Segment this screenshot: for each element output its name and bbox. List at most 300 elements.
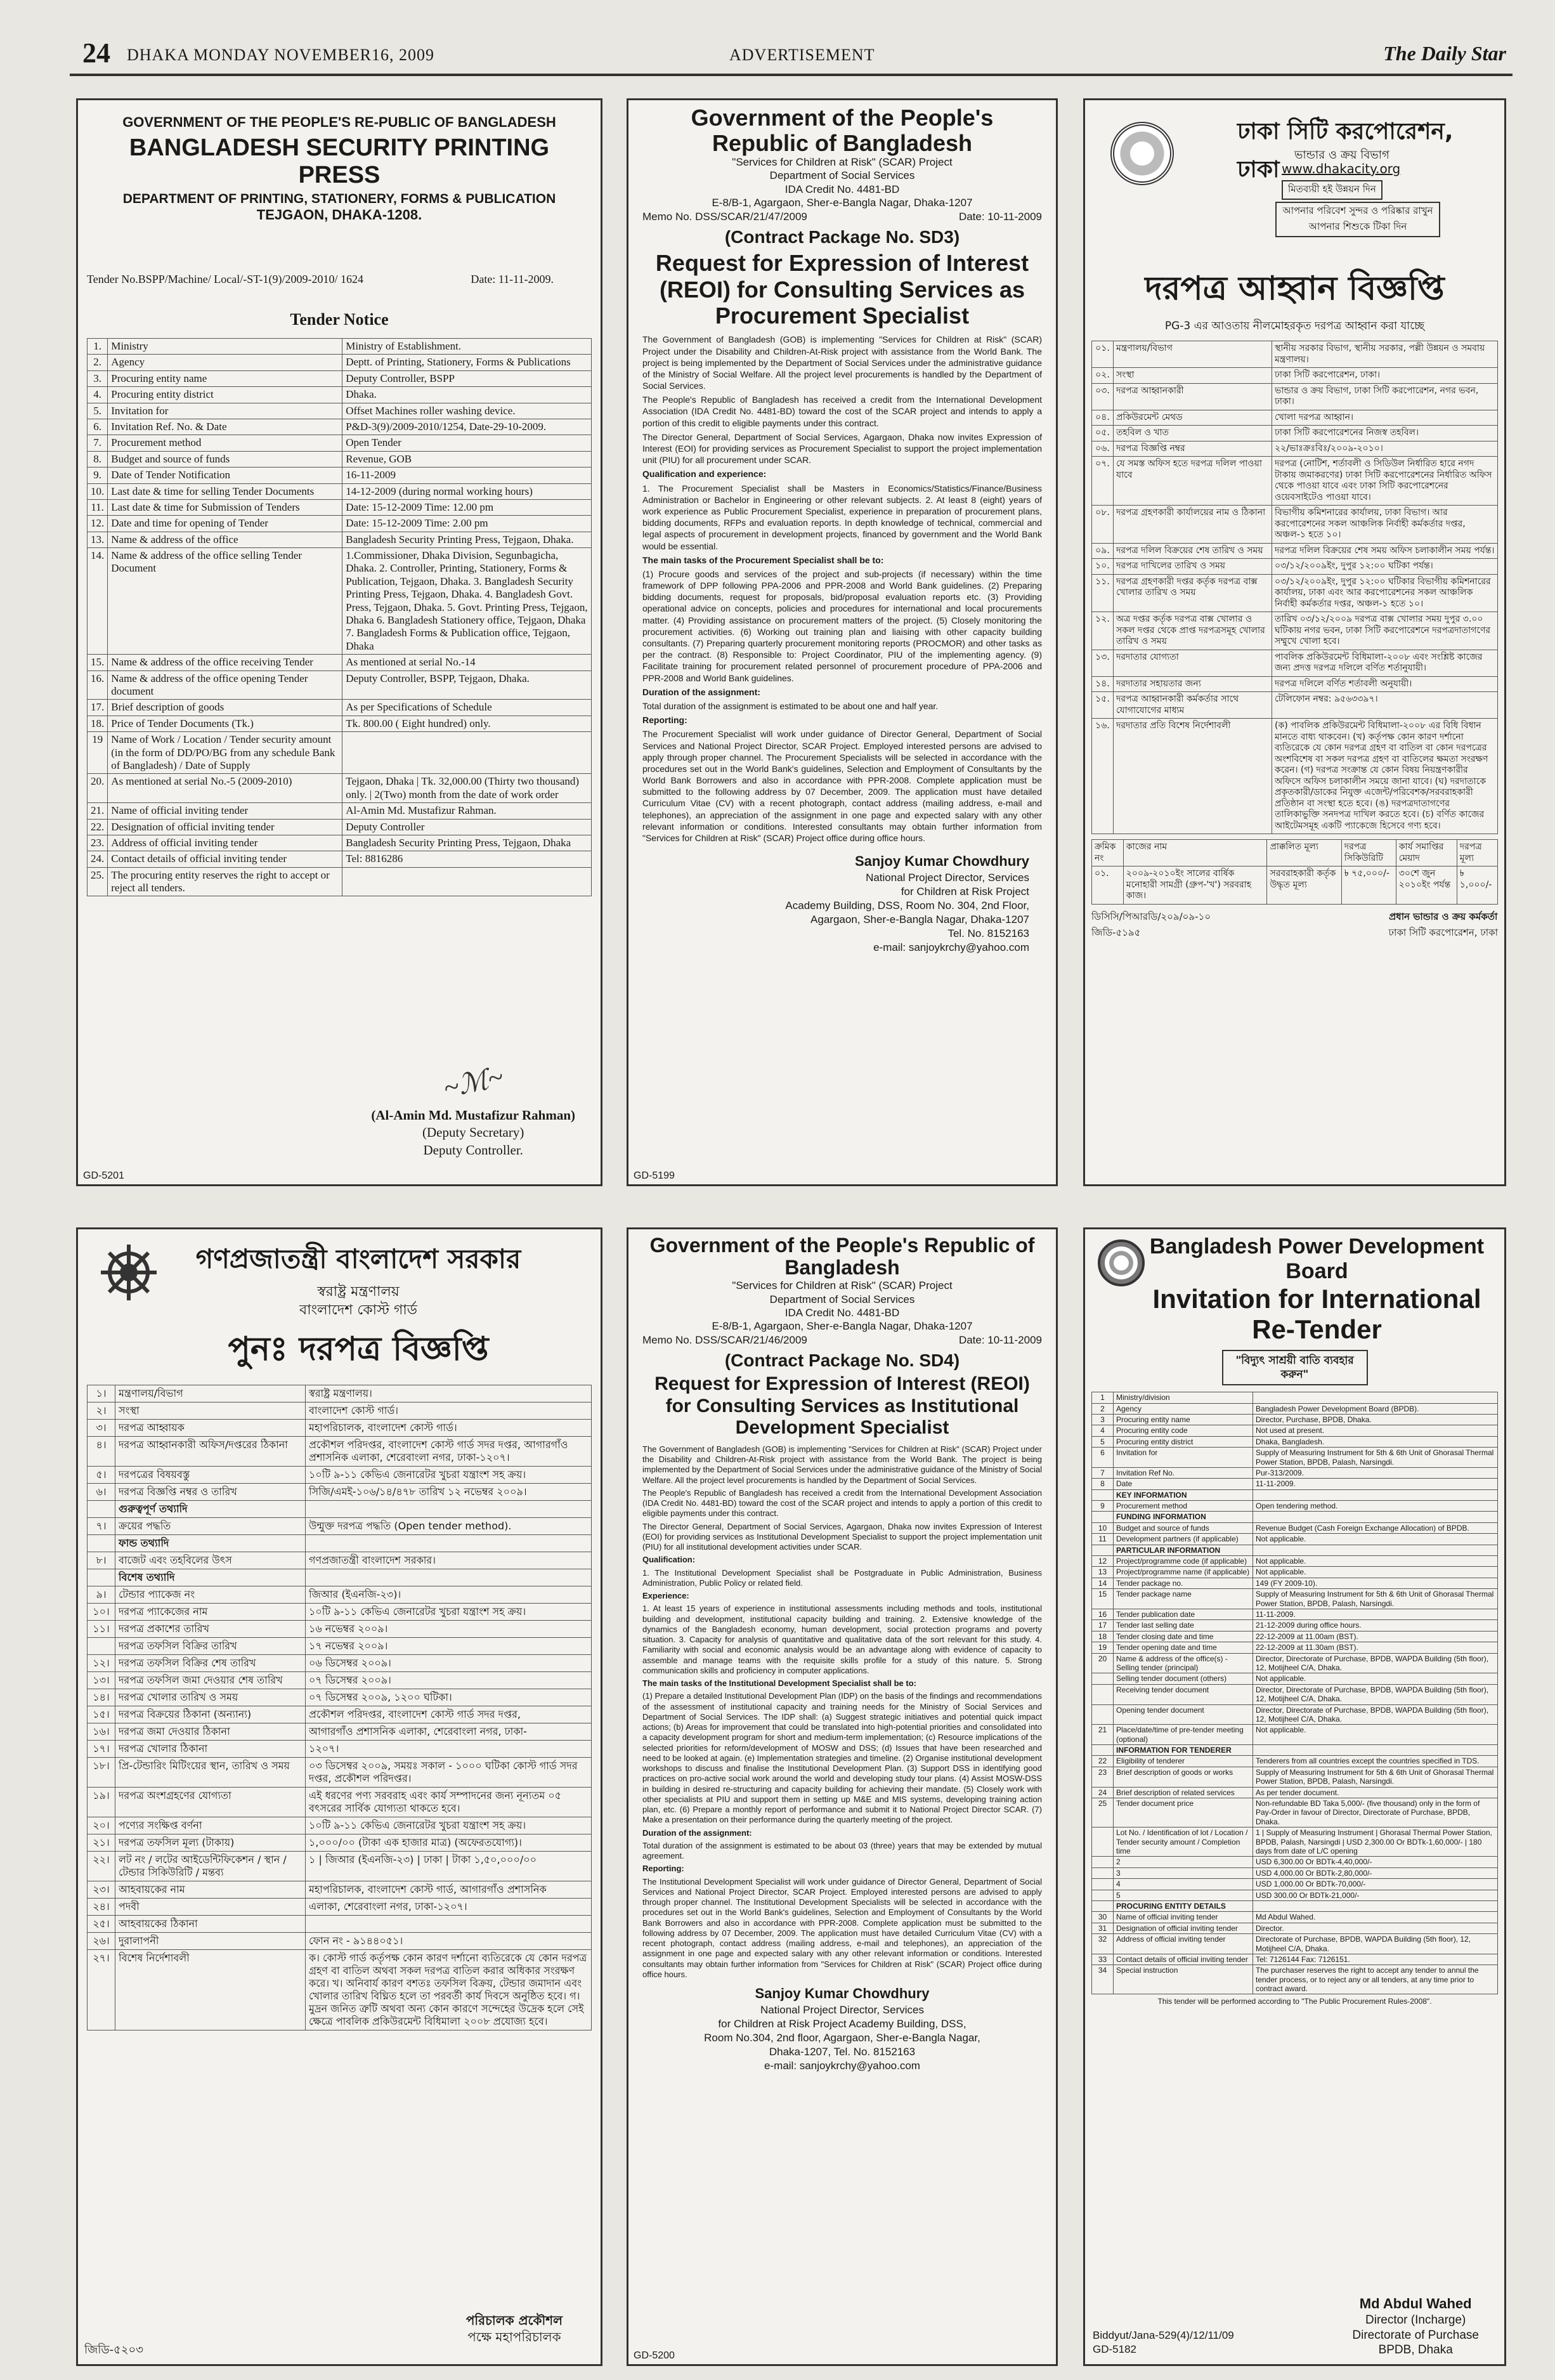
row-label: Brief description of goods <box>108 700 342 716</box>
paragraph: 1. The Procurement Specialist shall be Masters in Economics/Statistics/Finance/Business Administration or Bachelor in Engineering or other relevant subjects. 2. At least 8 (eight) years of work experience as Public Procurement Specialist, experience in preparation of procurement plans, bidding documents, RFPs and evaluation reports. In depth knowledge of technical, commercial and legal aspects of procurement in development projects, financed by government and the World Bank would be essential. <box>642 483 1042 551</box>
table-row <box>1092 1756 1498 1767</box>
row-value: ০৭ ডিসেম্বর ২০০৯। <box>306 1672 592 1689</box>
row-number <box>88 1569 115 1586</box>
tender-table <box>1091 341 1498 834</box>
table-row <box>88 1403 592 1420</box>
row-number: ০৭. <box>1092 457 1114 506</box>
table-row <box>1092 1467 1498 1478</box>
row-value: বাংলাদেশ কোস্ট গার্ড। <box>306 1403 592 1420</box>
row-number: 21 <box>1092 1725 1114 1745</box>
table-row <box>1092 1798 1498 1828</box>
row-value: Director. <box>1253 1923 1498 1933</box>
coast-guard-emblem-icon <box>97 1241 160 1304</box>
row-label: দরপত্র দাখিলের তারিখ ও সময় <box>1114 559 1272 575</box>
row-label: দরপত্র আহ্বানকারী <box>1114 383 1272 410</box>
row-value: ১ | জিআর (ইএনজি-২৩) | ঢাকা | টাকা ১,৫০,০০০/০০ <box>306 1852 592 1881</box>
row-number: 10. <box>88 483 108 499</box>
signature-block <box>371 1061 575 1159</box>
row-number: ০৪. <box>1092 410 1114 426</box>
row-value: Open Tender <box>342 435 592 451</box>
row-label: Selling tender document (others) <box>1114 1673 1253 1684</box>
table-row <box>88 1758 592 1788</box>
org-title: ঢাকা সিটি করপোরেশন, ঢাকা <box>1237 119 1454 183</box>
row-value: ০৬ ডিসেম্বর ২০০৯। <box>306 1655 592 1672</box>
row-number: ১১. <box>1092 574 1114 612</box>
table-row <box>88 1916 592 1933</box>
row-number: ২১। <box>88 1834 115 1852</box>
row-label: PROCURING ENTITY DETAILS <box>1114 1900 1253 1911</box>
paragraph: The Director General, Department of Social Services, Agargaon, Dhaka now invites Expression of Interest (EOI) for providing services as Institutional Development Specialist to support the project implementation unit (PIU) for all institutional development activities under SCAR. <box>642 1521 1042 1552</box>
row-number: 31 <box>1092 1923 1114 1933</box>
signatory-role: Deputy Controller. <box>423 1142 523 1158</box>
table-row <box>1092 1673 1498 1684</box>
row-number: 10 <box>1092 1522 1114 1533</box>
table-row <box>1092 1403 1498 1414</box>
table-row <box>1092 1684 1498 1704</box>
ad-code: জিডি-৫২০৩ <box>84 2343 143 2357</box>
schedule-cell: ৩০শে জুন ২০১০ইং পর্যন্ত <box>1396 866 1457 905</box>
table-row <box>1092 1954 1498 1965</box>
schedule-cell: ০১. <box>1092 866 1124 905</box>
row-label: 4 <box>1114 1879 1253 1890</box>
row-number: 4 <box>1092 1425 1114 1436</box>
row-number: 11 <box>1092 1534 1114 1545</box>
row-label: Invitation for <box>1114 1448 1253 1468</box>
row-value: 16-11-2009 <box>342 468 592 483</box>
paragraph: (1) Prepare a detailed Institutional Development Plan (IDP) on the basis of the findings and recommendations of the assessment of institutional capacity and training needs for the Ministry of Social Services and Department of Social Services. The IDP shall: (a) Suggest strategic initiatives and potential quick impact actions; (b) Areas for improvement that could be translated into high-potential priorities and consolidated into a capacity development program for short and medium-term implementation; (c) Resource implications of the selected priorities for reform/development of MOSW and DSS; (d) Issues that have been researched and need to be looked at again. (e) Implementation strategies and timeline. (2) Organise institutional development workshops to discuss and finalise the Institutional Development Plan. (3) Support DSS in identifying good practices on pro-active social work around the world and developing study tour plans. (4) Assist MOSW-DSS in building in desired re-structuring and capacity building for achieving their mandate. (5) Closely work with other specialists at PIU and support them in setting up M&E and MIS systems, developing training action plan, etc. (6) Prepare a monthly report of performance and submit it to National Project Director SCAR. (7) Make a presentation on their performance during the quarterly meeting of the project. <box>642 1691 1042 1825</box>
row-label: সংস্থা <box>1114 368 1272 384</box>
row-value: 11-11-2009. <box>1253 1609 1498 1620</box>
paragraph: The Director General, Department of Social Services, Agargaon, Dhaka now invites Expression of Interest (EOI) for providing services as Procurement Specialist to support the project implementation unit (PIU) for all procurement under SCAR. <box>642 431 1042 466</box>
row-value: Tel: 7126144 Fax: 7126151. <box>1253 1954 1498 1965</box>
email-line: e-mail: sanjoykrchy@yahoo.com <box>873 941 1029 954</box>
row-value: Revenue Budget (Cash Foreign Exchange Allocation) of BPDB. <box>1253 1522 1498 1533</box>
table-row <box>1092 1425 1498 1436</box>
row-value: স্থানীয় সরকার বিভাগ, স্থানীয় সরকার, পল্লী উন্নয়ন ও সমবায় মন্ত্রণালয়। <box>1272 341 1498 368</box>
row-value: Dhaka. <box>342 387 592 403</box>
section-heading: Reporting: <box>642 1864 684 1874</box>
row-number <box>88 1535 115 1552</box>
address-line: TEJGAON, DHAKA-1208. <box>256 207 422 223</box>
table-row <box>1092 1828 1498 1857</box>
row-label: The procuring entity reserves the right to accept or reject all tenders. <box>108 867 342 896</box>
row-number: 34 <box>1092 1965 1114 1994</box>
row-number <box>1092 1704 1114 1725</box>
memo-line <box>642 1334 1042 1347</box>
schedule-cell: ৳ ১,০০০/- <box>1457 866 1497 905</box>
table-row <box>88 1706 592 1723</box>
row-number: ১৩. <box>1092 650 1114 676</box>
row-value: Md Abdul Wahed. <box>1253 1912 1498 1923</box>
row-label: Opening tender document <box>1114 1704 1253 1725</box>
row-number: 23. <box>88 835 108 851</box>
row-value: Deputy Controller, BSPP <box>342 370 592 386</box>
row-value: প্রকৌশল পরিদপ্তর, বাংলাদেশ কোস্ট গার্ড সদর দপ্তর, আগারগাঁও প্রশাসনিক এলাকা, শেরেবাংলা নগর, ঢাকা-১২০৭। <box>306 1437 592 1467</box>
table-row <box>1092 383 1498 410</box>
paragraph: The People's Republic of Bangladesh has received a credit from the International Development Association (IDA Credit No. 4481-BD) toward the cost of the SCAR project and intends to apply a portion of this credit to eligible payments under this contract. <box>642 395 1042 428</box>
row-label: দরপত্র খোলার ঠিকানা <box>115 1741 306 1758</box>
signatory-line: Agargaon, Sher-e-Bangla Nagar, Dhaka-1207 <box>810 913 1029 926</box>
table-row <box>88 435 592 451</box>
row-label: Name of official inviting tender <box>108 803 342 819</box>
row-label: Last date & time for selling Tender Documents <box>108 483 342 499</box>
table-row <box>1092 368 1498 384</box>
row-value: Pur-313/2009. <box>1253 1467 1498 1478</box>
row-label: ফান্ড তথ্যাদি <box>115 1535 306 1552</box>
row-value: Supply of Measuring Instrument for 5th & 6th Unit of Ghorasal Thermal Power Station, BPDB, Palash, Narsingdi. <box>1253 1448 1498 1468</box>
section-heading: Qualification and experience: <box>642 469 767 480</box>
row-number: ১৫। <box>88 1706 115 1723</box>
table-row <box>88 370 592 386</box>
table-row <box>88 468 592 483</box>
section-label: ADVERTISEMENT <box>729 46 875 64</box>
row-label: Name of Work / Location / Tender security amount (in the form of DD/PO/BG from any schedule Bank of Bangladesh) / Date of Supply <box>108 732 342 774</box>
table-row <box>1092 650 1498 676</box>
table-row <box>1092 1923 1498 1933</box>
motto-box: "বিদ্যুৎ সাশ্রয়ী বাতি ব্যবহার করুন" <box>1222 1350 1368 1385</box>
row-label: Invitation Ref No. <box>1114 1467 1253 1478</box>
row-value: 14-12-2009 (during normal working hours) <box>342 483 592 499</box>
row-value: Tejgaon, Dhaka | Tk. 32,000.00 (Thirty two thousand) only. | 2(Two) month from the date of work order <box>342 774 592 803</box>
row-value: দরপত্র দলিল বিক্রয়ের শেষ সময় অফিস চলাকালীন সময় পর্যন্ত। <box>1272 543 1498 559</box>
section-heading: The main tasks of the Procurement Specialist shall be to: <box>642 554 884 565</box>
row-value: Directorate of Purchase, BPDB, WAPDA Building (5th floor), 12, Motijheel C/A, Dhaka. <box>1253 1934 1498 1954</box>
row-value <box>306 1535 592 1552</box>
row-number: 25. <box>88 867 108 896</box>
row-value: ১৭ নভেম্বর ২০০৯। <box>306 1638 592 1655</box>
section-row <box>1092 1900 1498 1911</box>
row-value: মহাপরিচালক, বাংলাদেশ কোস্ট গার্ড। <box>306 1420 592 1437</box>
row-value: Not applicable. <box>1253 1673 1498 1684</box>
website-link[interactable]: www.dhakacity.org <box>1282 161 1401 176</box>
row-label: দরপত্র তফসিল বিক্রির তারিখ <box>115 1638 306 1655</box>
row-value: Ministry of Establishment. <box>342 339 592 355</box>
table-row <box>88 1817 592 1834</box>
row-value: Supply of Measuring Instrument for 5th & 6th Unit of Ghorasal Thermal Power Station, BPDB, Palash, Narsingdi. <box>1253 1767 1498 1787</box>
table-row <box>88 1852 592 1881</box>
row-number: ৯। <box>88 1586 115 1604</box>
row-number: ০৬. <box>1092 441 1114 457</box>
row-number: 20 <box>1092 1653 1114 1673</box>
signatory-line: Tel. No. 8152163 <box>947 927 1029 940</box>
row-number: ১২. <box>1092 612 1114 650</box>
signatory-designation: (Deputy Secretary) <box>422 1125 524 1141</box>
tender-date: Date: 11-11-2009. <box>471 273 554 285</box>
section-row <box>1092 1489 1498 1500</box>
agency-line: বাংলাদেশ কোস্ট গার্ড <box>299 1302 417 1318</box>
row-number: ২৫। <box>88 1916 115 1933</box>
row-label: Project/programme name (if applicable) <box>1114 1567 1253 1578</box>
row-value: ক। কোস্ট গার্ড কর্তৃপক্ষ কোন কারণ দর্শানো ব্যতিরেকে যে কোন দরপত্র গ্রহণ বা বাতিল অথবা সকল দরপত্র বাতিল করার অধিকার সংরক্ষণ করে। খ। অনিবার্য কারণ বশতঃ তফসিল বিক্রয়, টেন্ডার জমাদান এবং খোলার তারিখ বিঘ্নিত হলে তা পরবর্তী কার্য দিবসে অনুষ্ঠিত হবে। গ। মুদ্রন জনিত ত্রুটি অথবা অন্য কোন কারণে সন্দেহের উদ্রেক হলে সেই ক্ষেত্রে পাবলিক প্রকিউরমেন্ট বিধিমালা ২০০৮ প্রযোজ্য হবে। <box>306 1950 592 2030</box>
row-number: ১৬। <box>88 1723 115 1741</box>
table-row <box>1092 1436 1498 1447</box>
table-row <box>88 819 592 835</box>
row-number <box>1092 1512 1114 1522</box>
row-number: 22 <box>1092 1756 1114 1767</box>
ref-number: ডিসিসি/পিআরডি/২০৯/০৯-১০ <box>1091 910 1211 922</box>
row-number: ৭। <box>88 1518 115 1535</box>
row-number <box>1092 1745 1114 1756</box>
schedule-header-cell: দরপত্র মূল্য <box>1457 840 1497 866</box>
signatory-line: National Project Director, Services <box>760 2003 924 2016</box>
row-number: ২৪। <box>88 1899 115 1916</box>
table-row <box>1092 441 1498 457</box>
table-row <box>88 403 592 419</box>
table-row <box>88 1638 592 1655</box>
table-row <box>88 1621 592 1638</box>
table-row <box>88 1467 592 1484</box>
row-number: 15 <box>1092 1589 1114 1609</box>
ministry-line: স্বরাষ্ট্র মন্ত্রণালয় <box>317 1284 400 1300</box>
table-row <box>88 1604 592 1621</box>
bspp-tender-notice <box>76 98 602 1186</box>
row-number: 7. <box>88 435 108 451</box>
row-value: খোলা দরপত্র আহ্বান। <box>1272 410 1498 426</box>
table-row <box>1092 612 1498 650</box>
table-row <box>88 532 592 547</box>
row-number: ২৭। <box>88 1950 115 2030</box>
row-number: ০৩. <box>1092 383 1114 410</box>
signature-block <box>1352 2295 1479 2358</box>
signature-block <box>642 853 1042 955</box>
signatory-designation: পরিচালক প্রকৌশল <box>465 2313 563 2328</box>
footnote: This tender will be performed according to "The Public Procurement Rules-2008". <box>1157 1997 1432 2006</box>
row-label: Brief description of related services <box>1114 1787 1253 1798</box>
email-line: e-mail: sanjoykrchy@yahoo.com <box>764 2060 920 2072</box>
row-number: ১৯। <box>88 1788 115 1817</box>
row-number: ২২। <box>88 1852 115 1881</box>
table-row <box>1092 1567 1498 1578</box>
schedule-header-cell: দরপত্র সিকিউরিটি <box>1341 840 1396 866</box>
table-row <box>88 774 592 803</box>
row-number: 7 <box>1092 1467 1114 1478</box>
row-label: Date and time for opening of Tender <box>108 516 342 532</box>
row-label: Name of official inviting tender <box>1114 1912 1253 1923</box>
row-value <box>342 867 592 896</box>
row-value: As per Specifications of Schedule <box>342 700 592 716</box>
section-heading: Duration of the assignment: <box>642 686 760 697</box>
row-number: 1. <box>88 339 108 355</box>
section-row <box>1092 1512 1498 1522</box>
row-label: অত্র দপ্তর কর্তৃক দরপত্র বাক্স খোলার ও সকল দপ্তর থেকে প্রাপ্ত দরপত্রসমূহ খোলার তারিখ ও সময় <box>1114 612 1272 650</box>
paragraph: Total duration of the assignment is estimated to be about one and half year. <box>642 700 939 711</box>
table-row <box>1092 1879 1498 1890</box>
row-number: ১৮। <box>88 1758 115 1788</box>
row-label: As mentioned at serial No.-5 (2009-2010) <box>108 774 342 803</box>
row-value <box>1253 1392 1498 1403</box>
row-label: প্রকিউরমেন্ট মেথড <box>1114 410 1272 426</box>
row-value: The purchaser reserves the right to accept any tender to annul the tender process, or to reject any or all tenders, at any time prior to contract award. <box>1253 1965 1498 1994</box>
table-row <box>88 1672 592 1689</box>
row-value: Open tendering method. <box>1253 1501 1498 1512</box>
row-number <box>1092 1545 1114 1555</box>
row-label: Procurement method <box>1114 1501 1253 1512</box>
row-number: ১৩। <box>88 1672 115 1689</box>
row-value: Offset Machines roller washing device. <box>342 403 592 419</box>
government-line: GOVERNMENT OF THE PEOPLE'S RE-PUBLIC OF BANGLADESH <box>122 114 556 130</box>
row-label: দরপত্র বিক্রয়ের ঠিকানা (অন্যান্য) <box>115 1706 306 1723</box>
notice-heading: Invitation for International Re-Tender <box>1152 1284 1481 1344</box>
row-value: Director, Directorate of Purchase, BPDB, WAPDA Building (5th floor), 12, Motijheel C/A, Dhaka. <box>1253 1684 1498 1704</box>
row-number: ০৫. <box>1092 426 1114 441</box>
schedule-header-cell: কার্য সমাপ্তির মেয়াদ <box>1396 840 1457 866</box>
row-number <box>1092 1857 1114 1867</box>
row-label: Development partners (if applicable) <box>1114 1534 1253 1545</box>
table-row <box>1092 410 1498 426</box>
row-number: 30 <box>1092 1912 1114 1923</box>
section-heading: Duration of the assignment: <box>642 1828 752 1838</box>
row-value: USD 300.00 Or BDTk-21,000/- <box>1253 1890 1498 1900</box>
table-row <box>1092 1534 1498 1545</box>
scar-reoi-institutional <box>627 1227 1058 2366</box>
row-label: Tender opening date and time <box>1114 1642 1253 1653</box>
table-row <box>1092 1934 1498 1954</box>
row-label: দরপত্র বিজ্ঞপ্তি নম্বর ও তারিখ <box>115 1484 306 1501</box>
row-value: As mentioned at serial No.-14 <box>342 655 592 670</box>
paragraph: The Procurement Specialist will work under guidance of Director General, Department of Social Services and National Project Director, SCAR Project. Employed interested persons are advised to apply through proper channel. The Procurement Specialists will be selected in accordance with the procedures set out in the World Bank's guidelines, Selection and Employment of Consultants by the World Bank Borrowers and also in accordance with PPR-2008. Complete application must be submitted to the following address by 07 December, 2009. The application must have detailed Curriculum Vitae (CV) with a recent photograph, contact address (mailing address, e-mail and telephones), an appreciation of the assignment in one page and expected salary with any other relevant information or conditions. Interested consultants may obtain further information from "Services for Children at Risk" (SCAR) Project office during office hours. <box>642 729 1042 844</box>
table-row <box>88 700 592 716</box>
row-number <box>1092 1900 1114 1911</box>
tender-table <box>1091 1392 1498 1994</box>
row-value <box>1253 1489 1498 1500</box>
row-number: ১২। <box>88 1655 115 1672</box>
row-value: 149 (FY 2009-10). <box>1253 1578 1498 1588</box>
row-value: Director, Purchase, BPDB, Dhaka. <box>1253 1414 1498 1425</box>
row-label: মন্ত্রণালয়/বিভাগ <box>115 1385 306 1403</box>
table-row <box>1092 1501 1498 1512</box>
row-label: Tender closing date and time <box>1114 1631 1253 1642</box>
row-value: As per tender document. <box>1253 1787 1498 1798</box>
row-label: FUNDING INFORMATION <box>1114 1512 1253 1522</box>
row-value: Bangladesh Security Printing Press, Tejgaon, Dhaka <box>342 835 592 851</box>
signatory-org: ঢাকা সিটি করপোরেশন, ঢাকা <box>1388 926 1498 938</box>
row-number: 24. <box>88 851 108 867</box>
schedule-header-cell: প্রাক্কলিত মূল্য <box>1267 840 1341 866</box>
row-value <box>306 1501 592 1518</box>
dcc-seal-icon <box>1110 122 1174 185</box>
row-number: ২৩। <box>88 1881 115 1899</box>
row-label: 3 <box>1114 1867 1253 1878</box>
ad-code: GD-5182 <box>1093 2343 1136 2355</box>
signatory-line: BPDB, Dhaka <box>1378 2343 1453 2357</box>
table-row <box>1092 1479 1498 1489</box>
project-line: "Services for Children at Risk" (SCAR) Project <box>732 1279 953 1292</box>
row-number: 9 <box>1092 1501 1114 1512</box>
row-number <box>1092 1489 1114 1500</box>
section-heading: The main tasks of the Institutional Development Specialist shall be to: <box>642 1678 916 1689</box>
row-label: গুরুত্বপূর্ণ তথ্যাদি <box>115 1501 306 1518</box>
row-label: Procuring entity code <box>1114 1425 1253 1436</box>
row-number <box>1092 1867 1114 1878</box>
row-label: Price of Tender Documents (Tk.) <box>108 716 342 731</box>
table-row <box>1092 1609 1498 1620</box>
department-line: DEPARTMENT OF PRINTING, STATIONERY, FORMS & PUBLICATION <box>122 192 556 206</box>
row-label: আহবায়কের ঠিকানা <box>115 1916 306 1933</box>
notice-heading: পুনঃ দরপত্র বিজ্ঞপ্তি <box>228 1330 489 1369</box>
table-row <box>1092 1556 1498 1567</box>
row-number <box>88 1501 115 1518</box>
ref-number: Biddyut/Jana-529(4)/12/11/09 <box>1093 2329 1234 2341</box>
table-row <box>88 867 592 896</box>
row-value <box>1253 1545 1498 1555</box>
row-label: Tender package name <box>1114 1589 1253 1609</box>
row-label: Name & address of the office(s) - Selling tender (principal) <box>1114 1653 1253 1673</box>
signatory-name: (Al-Amin Md. Mustafizur Rahman) <box>371 1108 575 1123</box>
table-row <box>88 1385 592 1403</box>
row-number: ২। <box>88 1403 115 1420</box>
row-number: ১১। <box>88 1621 115 1638</box>
table-row <box>88 1552 592 1569</box>
department-line: Department of Social Services <box>769 1293 915 1305</box>
row-value: Bangladesh Security Printing Press, Tejgaon, Dhaka. <box>342 532 592 547</box>
row-number: 23 <box>1092 1767 1114 1787</box>
signatory-line: for Children at Risk Project Academy Building, DSS, <box>718 2017 966 2030</box>
table-row <box>1092 457 1498 506</box>
row-value: Deputy Controller <box>342 819 592 835</box>
row-number: 18. <box>88 716 108 731</box>
table-row <box>88 835 592 851</box>
table-row <box>88 548 592 655</box>
table-row <box>88 1899 592 1916</box>
row-number: 9. <box>88 468 108 483</box>
row-label: দরপত্র গ্রহণকারী কার্যালয়ের নাম ও ঠিকানা <box>1114 506 1272 544</box>
memo-line <box>642 211 1042 223</box>
row-label: Tender package no. <box>1114 1578 1253 1588</box>
row-label: KEY INFORMATION <box>1114 1489 1253 1500</box>
row-value <box>1253 1900 1498 1911</box>
signature-scribble: ~ℳ~ <box>440 1061 506 1104</box>
row-label: Address of official inviting tender <box>108 835 342 851</box>
row-value: ঢাকা সিটি করপোরেশন, ঢাকা। <box>1272 368 1498 384</box>
government-title: গণপ্রজাতন্ত্রী বাংলাদেশ সরকার <box>195 1243 521 1274</box>
table-row <box>1092 1867 1498 1878</box>
slogan-line: আপনার পরিবেশ সুন্দর ও পরিষ্কার রাখুন <box>1282 205 1433 216</box>
row-label: Procurement method <box>108 435 342 451</box>
slogan-line: আপনার শিশুকে টিকা দিন <box>1308 221 1407 232</box>
row-label: Designation of official inviting tender <box>108 819 342 835</box>
row-label: দরপত্র দলিল বিক্রয়ের শেষ তারিখ ও সময় <box>1114 543 1272 559</box>
table-row <box>1092 543 1498 559</box>
row-label: দরপত্র আহ্বানকারী কর্মকর্তার সাথে যোগাযোগের মাধ্যম <box>1114 692 1272 719</box>
paragraph: The Government of Bangladesh (GOB) is implementing "Services for Children at Risk" (SCAR) Project under the Disability and Children-At-Risk project with assistance from the World Bank. The project is being implemented by the Department of Social Services under the administrative guidance of the Ministry of Social Welfare. All the project level procurements is handled by the Department of Social Services. <box>642 334 1042 391</box>
paragraph: The Government of Bangladesh (GOB) is implementing "Services for Children at Risk" (SCAR) Project under the Disability and Children-At-Risk project with assistance from the World Bank. The project is being implemented by the Department of Social Services under the administrative guidance of the Ministry of Social Welfare. All the project level procurements is handled by the Department of Social Services. <box>642 1444 1042 1485</box>
row-value: দরপত্র (নোটিশ, শর্তাবলী ও সিডিউল নির্ধারিত হারে নগদ টাকায় জমাকরণের) ঢাকা সিটি করপোরেশনের নির্ধারিত অফিস থেকে পাওয়া যাবে এবং ঢাকা সিটি করপোরেশনের ওয়েবসাইটেও পাওয়া যাবে। <box>1272 457 1498 506</box>
table-row <box>1092 1448 1498 1468</box>
row-label: Lot No. / Identification of lot / Location / Tender security amount / Completion time <box>1114 1828 1253 1857</box>
row-value: Tenderers from all countries except the countries specified in TDS. <box>1253 1756 1498 1767</box>
row-number: ১০। <box>88 1604 115 1621</box>
row-label: দরপত্র খোলার তারিখ ও সময় <box>115 1689 306 1706</box>
table-row <box>1092 1392 1498 1403</box>
signatory-line: for Children at Risk Project <box>901 885 1029 898</box>
table-row <box>88 1788 592 1817</box>
row-number: 21. <box>88 803 108 819</box>
row-number: 8 <box>1092 1479 1114 1489</box>
credit-line: IDA Credit No. 4481-BD <box>784 1306 900 1319</box>
row-number: ০৮. <box>1092 506 1114 544</box>
table-row <box>1092 341 1498 368</box>
row-number: 15. <box>88 655 108 670</box>
ad-footer <box>1093 2329 1234 2357</box>
schedule-table <box>1091 839 1498 905</box>
row-label: Procuring entity name <box>1114 1414 1253 1425</box>
row-label: লট নং / লটের আইডেন্টিফিকেশন / স্থান / টেন্ডার সিকিউরিটি / মন্তব্য <box>115 1852 306 1881</box>
address-line: E-8/B-1, Agargaon, Sher-e-Bangla Nagar, Dhaka-1207 <box>712 196 973 209</box>
reoi-title: Request for Expression of Interest (REOI) for Consulting Services as Institutional Development Specialist <box>654 1373 1030 1439</box>
row-label: Address of official inviting tender <box>1114 1934 1253 1954</box>
row-value: বিভাগীয় কমিশনারের কার্যালয়, ঢাকা বিভাগ। আর করপোরেশনের সকল আঞ্চলিক নির্বাহী কর্মকর্তার দপ্তর, অঞ্চল-১ হতে ১০। <box>1272 506 1498 544</box>
row-number: 16 <box>1092 1609 1114 1620</box>
